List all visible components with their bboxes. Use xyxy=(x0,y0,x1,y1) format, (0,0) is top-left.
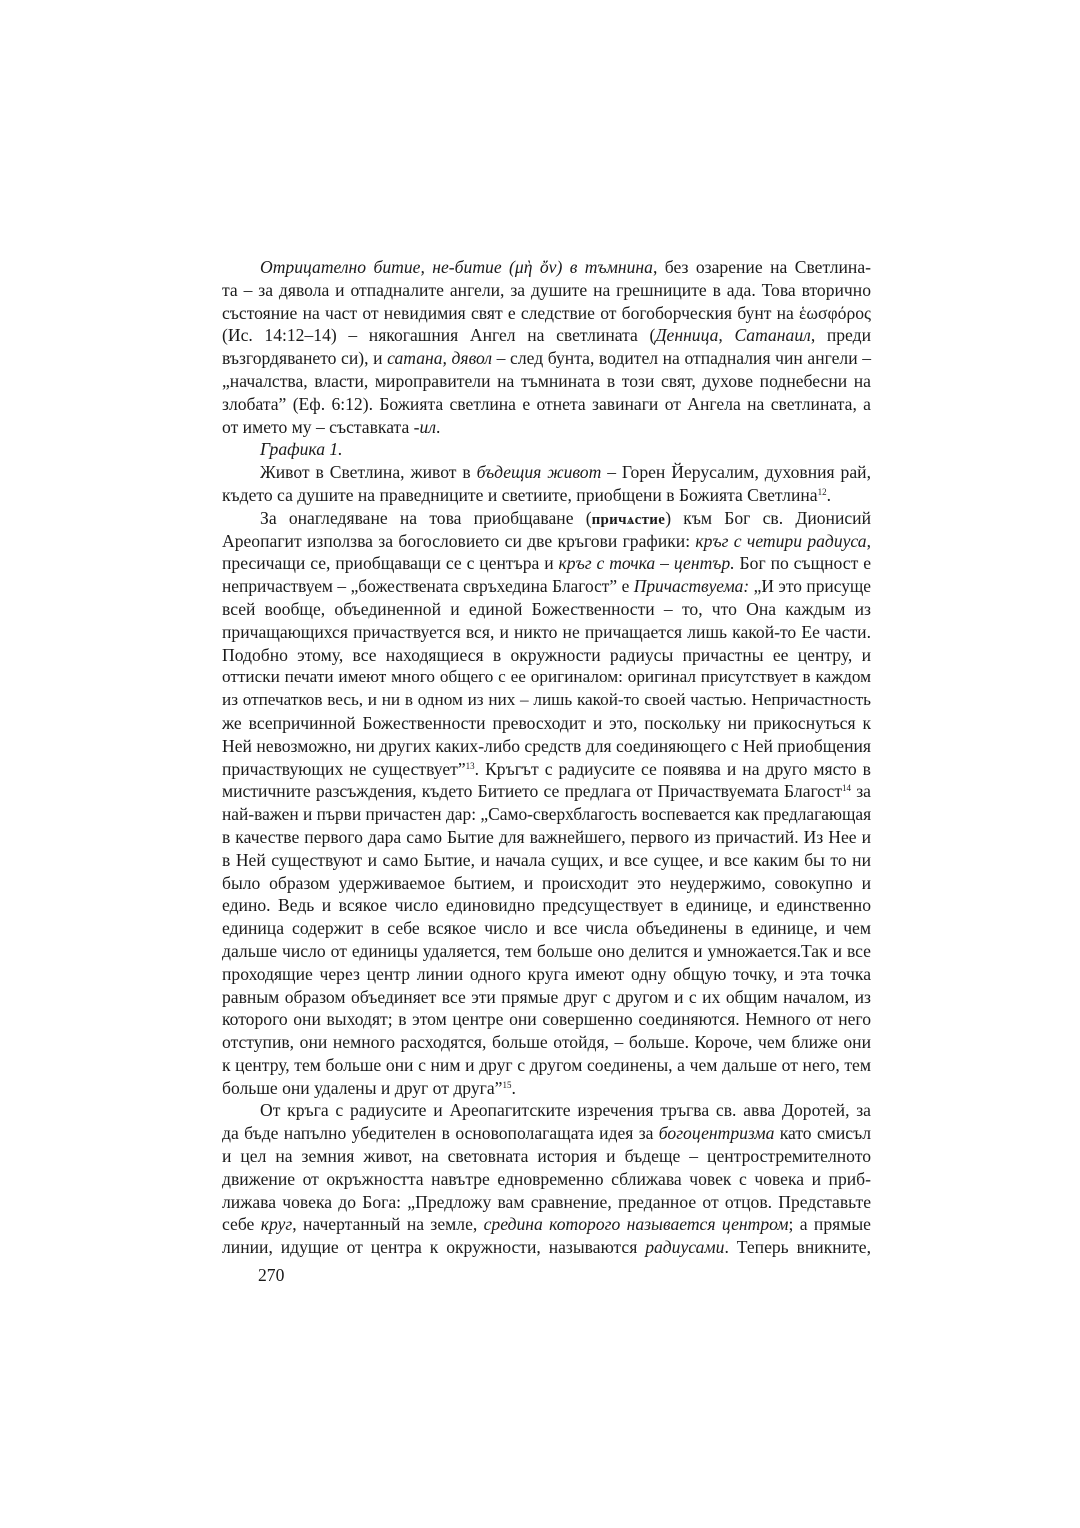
paragraph-life-in-light xyxy=(222,461,871,507)
text-line: където са душите на праведниците и светиите, приобщени в Божията Светлина$^{12}$. xyxy=(222,484,832,505)
text-line: едино. Ведь и всякое число единовидно предсуществует в единице, и единственно xyxy=(222,895,871,916)
paragraph-dionysius xyxy=(222,507,871,1100)
text-line: больше они удалены и друг от друга”$^{15}$. xyxy=(222,1077,516,1098)
text-line: От кръга с радиусите и Ареопагитските изречения тръгва св. авва Доротей, за xyxy=(260,1100,871,1121)
figure-caption: Графика 1. xyxy=(260,439,343,460)
text-line: „началства, власти, мироправители на тъмнината в този свят, духове поднебесни на xyxy=(222,370,871,391)
text-line: мистичните разсъждения, където Битието се предлага от Причаствуемата Благост$^{14}$ за xyxy=(222,781,871,802)
text-line: причаствующих не существует”$^{13}$. Кръгът с радиусите се появява и на друго място в xyxy=(222,758,871,779)
text-line: к центру, тем больше они с ним и друг с другом соединены, а чем дальше от него, тем xyxy=(222,1054,871,1075)
text-line: в качестве первого дара само Бытие для важнейшего, первого из причастий. Из Нее и xyxy=(222,826,871,847)
text-line: Отрицателно битие, не-битие (μὴ ὄν) в тъмнина, без озарение на Светлина- xyxy=(260,257,871,277)
text-line: състояние на част от невидимия свят е следствие от богоборческия бунт на ἑωσφόρος xyxy=(222,302,871,323)
text-line: пресичащи се, приобщаващи се с центъра и кръг с точка – център. Бог по същност е xyxy=(222,553,871,574)
paragraph-dorotheus xyxy=(222,1099,871,1259)
text-line: Подобно этому, все находящиеся в окружности радиусы причастны ее центру, и xyxy=(222,644,871,665)
text-line: было образом удерживаемое бытием, и происходит это неудержимо, совокупно и xyxy=(222,872,871,893)
text-line: же всепричинной Божественности превосходит и это, поскольку ни прикоснуться к xyxy=(222,712,871,733)
text-line: линии, идущие от центра к окружности, называются радиусами. Теперь вникните, xyxy=(222,1237,872,1258)
text-line: За онагледяване на това приобщаване (причѧстие) към Бог св. Дионисий xyxy=(260,507,872,528)
text-line: Живот в Светлина, живот в бъдещия живот – Горен Йерусалим, духовния рай, xyxy=(260,462,871,483)
text-line: единица содержит в себе всякое число и все числа объединены в единице, и чем xyxy=(222,918,871,939)
text-line: та – за дявола и отпадналите ангели, за душите на грешниците в ада. Това вторично xyxy=(222,279,871,300)
text-line: да бъде напълно убедителен в основополагащата идея за богоцентризма като смисъл xyxy=(222,1123,871,1144)
text-line: от името му – съставката -ил. xyxy=(222,416,441,437)
text-line: себе круг, начертанный на земле, средина которого называется центром; а прямые xyxy=(222,1214,871,1235)
footnote-ref: 14 xyxy=(842,783,852,794)
text-line: в Ней существуют и само Бытие, и начала сущих, и все сущее, и все каким бы то ни xyxy=(222,849,871,870)
text-line: которого они выходят; в этом центре они совершенно соединяются. Немного от него xyxy=(222,1009,871,1030)
page-number: 270 xyxy=(258,1265,285,1285)
text-line: лижава човека до Бога: „Предложу вам сравнение, преданное от отцов. Представьте xyxy=(222,1191,871,1212)
text-line: проходящие через центр линии одного круга имеют одну общую точку, и эта точка xyxy=(222,963,871,984)
text-line: Ареопагит използва за богословието си две кръгови графики: кръг с четири радиуса, xyxy=(222,530,871,551)
text-line: равным образом объединяет все эти прямые друг с другом и с их общим началом, из xyxy=(222,986,871,1007)
text-line: непричаствуем – „божествената свръхедина Благост” е Причаствуема: „И это присуще xyxy=(222,576,871,597)
footnote-ref: 15 xyxy=(502,1079,512,1090)
text-line: причащающихся причаствуется вся, и никто не причащается лишь какой-то Ее части. xyxy=(222,621,871,642)
text-line: движение от окръжността навътре едновременно сближава човек с човека и приб- xyxy=(222,1168,871,1189)
footnote-ref: 12 xyxy=(817,486,827,497)
footnote-ref: 13 xyxy=(465,760,475,771)
text-line: (Ис. 14:12–14) – някогашния Ангел на светлината (Денница, Сатанаил, преди xyxy=(222,325,872,346)
main-text xyxy=(222,256,871,1259)
text-line: оттиски печати имеют много общего с ее оригиналом: оригинал присутствует в каждом xyxy=(222,667,871,687)
text-line: всей вообще, объединенной и единой Божественности – то, что Она каждым из xyxy=(222,598,871,619)
text-line: злобата” (Еф. 6:12). Божията светлина е отнета завинаги от Ангела на светлината, а xyxy=(222,393,871,414)
text-line: отступив, они немного расходятся, больше отойдя, – больше. Короче, чем ближе они xyxy=(222,1032,871,1053)
text-line: най-важен и първи причастен дар: „Само-сверхблагость воспевается как предлагающая xyxy=(222,804,872,825)
text-line: дальше число от единицы удаляется, тем больше оно делится и умножается.Так и все xyxy=(222,940,871,961)
text-line: Ней невозможно, ни других каких-либо средств для соединяющего с Ней приобщения xyxy=(222,735,871,756)
text-line: из отпечатков весь, и ни в одном из них – лишь какой-то своей частью. Непричастность xyxy=(222,690,871,710)
text-line: възгордяването си), и сатана, дявол – след бунта, водител на отпадналия чин ангели – xyxy=(222,348,872,369)
paragraph-negative-being xyxy=(222,256,871,438)
text-line: и цел на земния живот, на световната история и бъдеще – центростремителното xyxy=(222,1146,871,1167)
